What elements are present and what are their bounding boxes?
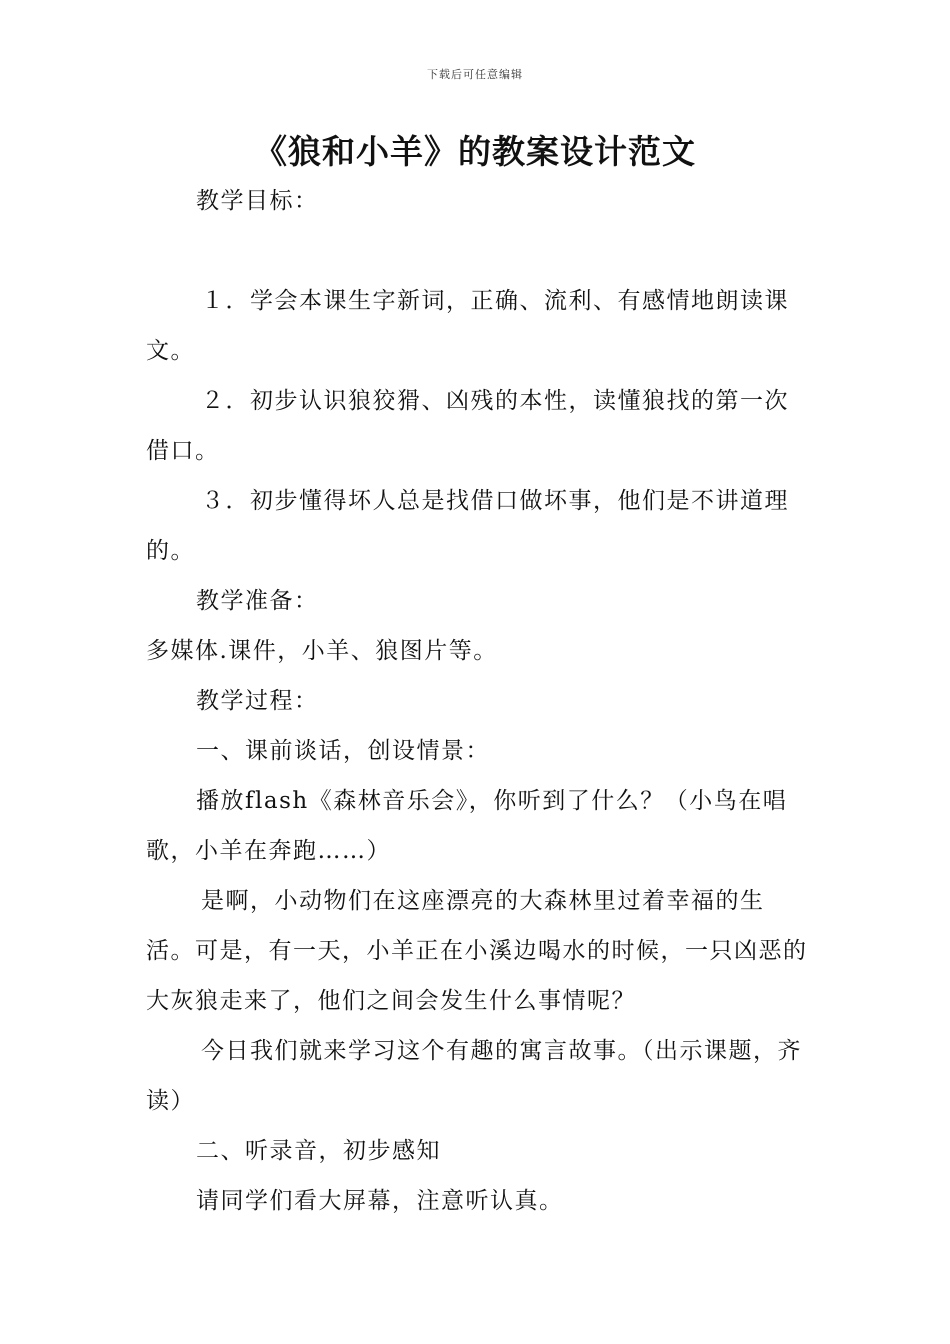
document-title: 《狼和小羊》的教案设计范文 (254, 132, 696, 171)
body-paragraph: 请同学们看大屏幕，注意听认真。 (196, 1188, 564, 1214)
section-heading-preparation: 教学准备： (196, 588, 319, 614)
header-note: 下载后可任意编辑 (427, 68, 523, 81)
body-paragraph: 今日我们就来学习这个有趣的寓言故事。（出示课题，齐读） (146, 1038, 802, 1114)
body-paragraph: 播放flash《森林音乐会》，你听到了什么？（小鸟在唱歌，小羊在奔跑……） (146, 788, 788, 864)
objective-item-3: ３．初步懂得坏人总是找借口做坏事，他们是不讲道理的。 (146, 488, 789, 564)
body-paragraph: 是啊，小动物们在这座漂亮的大森林里过着幸福的生活。可是，有一天，小羊正在小溪边喝水的时候，一只凶恶的大灰狼走来了，他们之间会发生什么事情呢？ (146, 888, 808, 1014)
section-heading-process: 教学过程： (196, 688, 319, 714)
step-heading-2: 二、听录音，初步感知 (196, 1138, 441, 1164)
step-heading-1: 一、课前谈话，创设情景： (196, 738, 490, 764)
objective-item-1: １．学会本课生字新词，正确、流利、有感情地朗读课文。 (146, 288, 789, 364)
section-heading-objectives: 教学目标： (196, 188, 319, 214)
preparation-text: 多媒体.课件，小羊、狼图片等。 (146, 638, 498, 664)
objective-item-2: ２．初步认识狼狡猾、凶残的本性，读懂狼找的第一次借口。 (146, 388, 789, 464)
